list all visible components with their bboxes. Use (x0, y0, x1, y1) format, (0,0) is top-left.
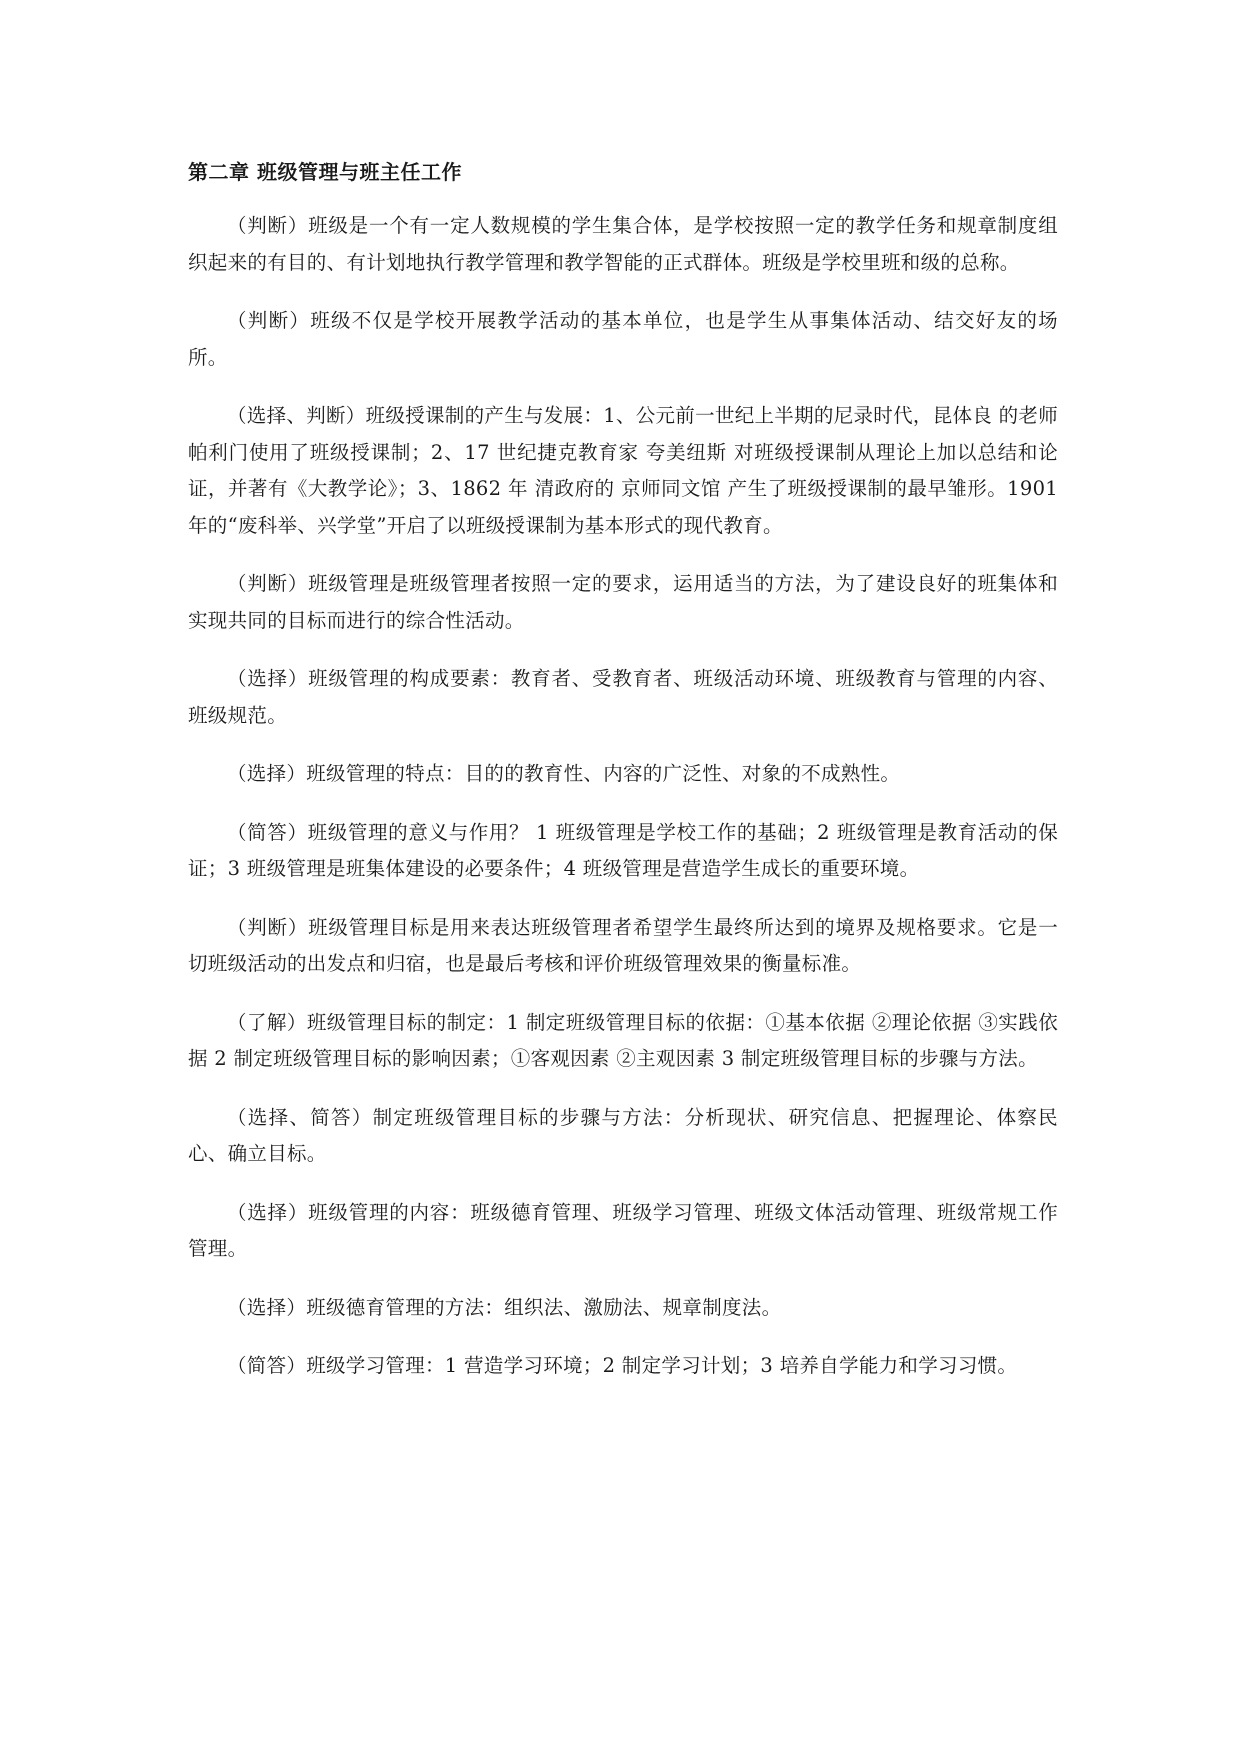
paragraph-management-goal: （判断）班级管理目标是用来表达班级管理者希望学生最终所达到的境界及规格要求。它是一切班级活动的出发点和归宿，也是最后考核和评价班级管理效果的衡量标准。 (188, 915, 1058, 975)
paragraph-moral-education-methods: （选择）班级德育管理的方法：组织法、激励法、规章制度法。 (227, 1295, 782, 1319)
paragraph-management-significance: （简答）班级管理的意义与作用？ 1 班级管理是学校工作的基础；2 班级管理是教育活动的保证；3 班级管理是班集体建设的必要条件；4 班级管理是营造学生成长的重要环境。 (188, 820, 1058, 880)
document-body (188, 156, 1058, 1407)
paragraph-learning-management: （简答）班级学习管理：1 营造学习环境；2 制定学习计划；3 培养自学能力和学习习惯。 (227, 1354, 1018, 1377)
paragraph-class-definition: （判断）班级是一个有一定人数规模的学生集合体，是学校按照一定的教学任务和规章制度组织起来的有目的、有计划地执行教学管理和教学智能的正式群体。班级是学校里班和级的总称。 (188, 214, 1058, 274)
paragraph-management-features: （选择）班级管理的特点：目的的教育性、内容的广泛性、对象的不成熟性。 (227, 762, 901, 785)
chapter-heading: 第二章 班级管理与班主任工作 (188, 160, 462, 184)
paragraph-management-elements: （选择）班级管理的构成要素：教育者、受教育者、班级活动环境、班级教育与管理的内容、班级规范。 (188, 667, 1058, 727)
paragraph-management-content: （选择）班级管理的内容：班级德育管理、班级学习管理、班级文体活动管理、班级常规工作管理。 (188, 1200, 1058, 1260)
paragraph-goal-steps: （选择、简答）制定班级管理目标的步骤与方法：分析现状、研究信息、把握理论、体察民心、确立目标。 (188, 1105, 1058, 1165)
paragraph-class-basic-unit: （判断）班级不仅是学校开展教学活动的基本单位，也是学生从事集体活动、结交好友的场所。 (188, 309, 1058, 369)
paragraph-class-management-definition: （判断）班级管理是班级管理者按照一定的要求，运用适当的方法，为了建设良好的班集体和实现共同的目标而进行的综合性活动。 (188, 572, 1058, 632)
paragraph-class-teaching-system: （选择、判断）班级授课制的产生与发展：1、公元前一世纪上半期的尼录时代，昆体良 的老师 帕利门使用了班级授课制；2、17 世纪捷克教育家 夸美纽斯 对班级授课制从理论上加以总结和论证，并著有《大教学论》；3、1862 年 清政府的 京师同文馆 产生了班级授课制的最早雏形。1901 年的“废科举、兴学堂”开启了以班级授课制为基本形式的现代教育。 (188, 404, 1059, 537)
paragraph-goal-formulation: （了解）班级管理目标的制定：1 制定班级管理目标的依据：①基本依据 ②理论依据 ③实践依据 2 制定班级管理目标的影响因素；①客观因素 ②主观因素 3 制定班级管理目标的步骤与方法。 (188, 1010, 1058, 1070)
